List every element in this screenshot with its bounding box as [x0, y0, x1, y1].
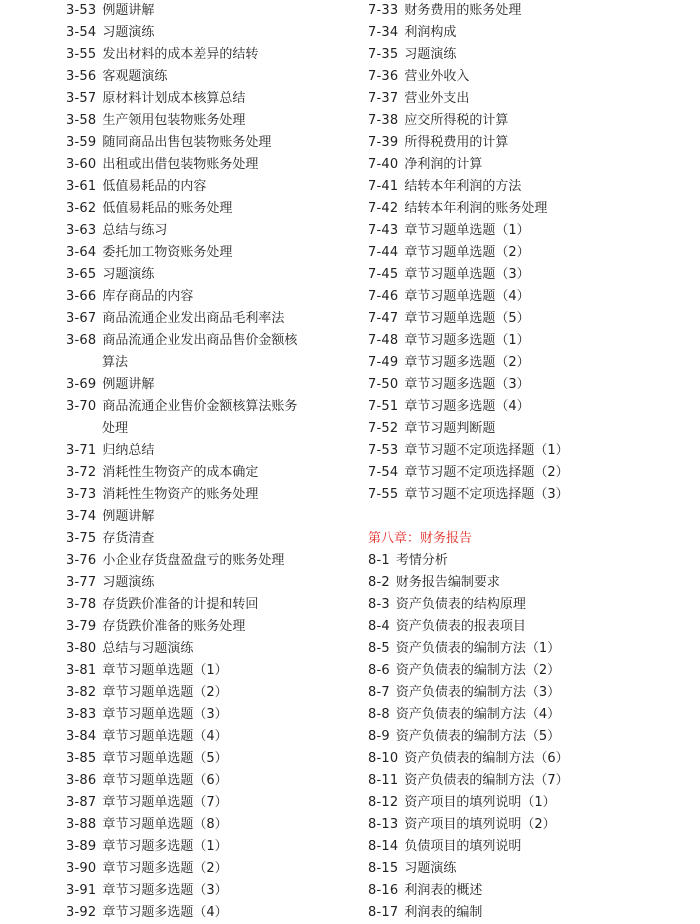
entry-number: 7-47 — [368, 311, 399, 326]
entry-title: 章节习题判断题 — [404, 421, 496, 436]
entry-title: 原材料计划成本核算总结 — [102, 91, 246, 106]
entry-number: 7-53 — [368, 443, 399, 458]
toc-entry — [368, 220, 688, 242]
toc-entry — [66, 22, 356, 44]
entry-title: 净利润的计算 — [404, 157, 483, 172]
entry-number: 8-13 — [368, 817, 399, 832]
chapter-heading: 第八章：财务报告 — [368, 531, 473, 546]
entry-number: 8-16 — [368, 883, 399, 898]
entry-number: 8-15 — [368, 861, 399, 876]
entry-title: 习题演练 — [404, 47, 457, 62]
toc-entry — [368, 594, 688, 616]
entry-title: 章节习题单选题（5） — [102, 751, 228, 766]
entry-title: 存货跌价准备的账务处理 — [102, 619, 246, 634]
toc-entry — [66, 726, 356, 748]
entry-number: 3-77 — [66, 575, 97, 590]
entry-number: 3-73 — [66, 487, 97, 502]
entry-number: 7-46 — [368, 289, 399, 304]
toc-entry — [66, 110, 356, 132]
section-spacer — [368, 506, 688, 528]
entry-title: 章节习题不定项选择题（2） — [404, 465, 569, 480]
entry-number: 7-50 — [368, 377, 399, 392]
toc-entry — [368, 0, 688, 22]
entry-title: 结转本年利润的账务处理 — [404, 201, 548, 216]
entry-number: 7-35 — [368, 47, 399, 62]
toc-entry — [66, 704, 356, 726]
toc-entry — [66, 484, 356, 506]
entry-number: 3-69 — [66, 377, 97, 392]
entry-title: 委托加工物资账务处理 — [102, 245, 233, 260]
toc-entry — [66, 814, 356, 836]
toc-entry — [66, 770, 356, 792]
entry-title: 资产负债表的编制方法（4） — [395, 707, 561, 722]
entry-title: 负债项目的填列说明 — [404, 839, 522, 854]
entry-title: 资产负债表的编制方法（2） — [395, 663, 561, 678]
toc-entry — [66, 374, 356, 396]
entry-number: 7-41 — [368, 179, 399, 194]
entry-number: 3-88 — [66, 817, 97, 832]
entry-number: 3-74 — [66, 509, 97, 524]
entry-title: 章节习题单选题（1） — [404, 223, 530, 238]
right-column — [368, 0, 688, 924]
entry-title: 章节习题多选题（2） — [102, 861, 228, 876]
toc-entry — [368, 176, 688, 198]
toc-entry — [368, 88, 688, 110]
entry-title: 章节习题多选题（3） — [102, 883, 228, 898]
entry-title: 资产负债表的编制方法（6） — [404, 751, 569, 766]
entry-number: 3-60 — [66, 157, 97, 172]
entry-title: 库存商品的内容 — [102, 289, 194, 304]
entry-number: 3-62 — [66, 201, 97, 216]
toc-entry — [66, 902, 356, 924]
entry-number: 3-65 — [66, 267, 97, 282]
entry-title: 章节习题不定项选择题（1） — [404, 443, 569, 458]
entry-number: 8-6 — [368, 663, 390, 678]
entry-title: 章节习题多选题（4） — [404, 399, 530, 414]
toc-entry — [368, 660, 688, 682]
entry-number: 3-84 — [66, 729, 97, 744]
entry-title: 归纳总结 — [102, 443, 155, 458]
toc-entry — [66, 66, 356, 88]
entry-number: 3-92 — [66, 905, 97, 920]
toc-entry — [66, 858, 356, 880]
entry-title: 章节习题单选题（7） — [102, 795, 228, 810]
entry-title: 商品流通企业售价金额核算法账务 — [102, 399, 298, 414]
entry-number: 7-52 — [368, 421, 399, 436]
toc-entry — [66, 506, 356, 528]
entry-number: 8-8 — [368, 707, 390, 722]
entry-number: 3-61 — [66, 179, 97, 194]
entry-number: 8-11 — [368, 773, 399, 788]
entry-title: 存货清查 — [102, 531, 155, 546]
entry-title: 低值易耗品的账务处理 — [102, 201, 233, 216]
toc-entry — [368, 242, 688, 264]
entry-number: 3-75 — [66, 531, 97, 546]
entry-title: 考情分析 — [395, 553, 448, 568]
toc-entry — [66, 0, 356, 22]
toc-entry — [66, 286, 356, 308]
toc-entry — [368, 44, 688, 66]
entry-title: 财务报告编制要求 — [395, 575, 500, 590]
entry-title: 资产负债表的编制方法（1） — [395, 641, 561, 656]
entry-title: 商品流通企业发出商品售价金额核 — [102, 333, 298, 348]
toc-entry — [368, 770, 688, 792]
entry-title: 消耗性生物资产的账务处理 — [102, 487, 259, 502]
toc-entry — [368, 858, 688, 880]
toc-entry — [368, 902, 688, 924]
toc-entry — [66, 880, 356, 902]
entry-number: 3-68 — [66, 333, 97, 348]
toc-entry — [66, 44, 356, 66]
entry-title: 出租或出借包装物账务处理 — [102, 157, 259, 172]
toc-entry — [368, 726, 688, 748]
entry-number: 7-40 — [368, 157, 399, 172]
entry-title: 利润表的编制 — [404, 905, 483, 920]
toc-entry — [368, 748, 688, 770]
toc-entry — [368, 814, 688, 836]
entry-title: 生产领用包装物账务处理 — [102, 113, 246, 128]
toc-entry — [66, 594, 356, 616]
entry-number: 3-55 — [66, 47, 97, 62]
entry-title: 章节习题多选题（4） — [102, 905, 228, 920]
toc-entry — [66, 154, 356, 176]
toc-entry — [368, 154, 688, 176]
entry-title: 章节习题多选题（1） — [102, 839, 228, 854]
entry-title: 资产负债表的编制方法（5） — [395, 729, 561, 744]
entry-title: 小企业存货盘盈盘亏的账务处理 — [102, 553, 285, 568]
entry-title: 所得税费用的计算 — [404, 135, 509, 150]
entry-title: 习题演练 — [404, 861, 457, 876]
toc-entry — [368, 374, 688, 396]
entry-title: 资产负债表的报表项目 — [395, 619, 526, 634]
entry-title: 习题演练 — [102, 25, 155, 40]
entry-number: 8-4 — [368, 619, 390, 634]
entry-title: 消耗性生物资产的成本确定 — [102, 465, 259, 480]
left-column — [66, 0, 356, 924]
entry-title: 随同商品出售包装物账务处理 — [102, 135, 272, 150]
entry-title-continuation: 处理 — [102, 421, 129, 436]
toc-entry — [368, 880, 688, 902]
toc-entry — [368, 286, 688, 308]
entry-number: 7-39 — [368, 135, 399, 150]
entry-title: 习题演练 — [102, 267, 155, 282]
toc-entry — [66, 264, 356, 286]
toc-entry — [66, 88, 356, 110]
entry-number: 3-56 — [66, 69, 97, 84]
entry-title: 例题讲解 — [102, 377, 155, 392]
toc-entry — [368, 462, 688, 484]
entry-number: 3-71 — [66, 443, 97, 458]
entry-number: 7-42 — [368, 201, 399, 216]
entry-title: 章节习题单选题（3） — [102, 707, 228, 722]
toc-entry — [66, 616, 356, 638]
toc-entry — [368, 110, 688, 132]
entry-number: 3-64 — [66, 245, 97, 260]
toc-entry — [368, 484, 688, 506]
entry-title: 低值易耗品的内容 — [102, 179, 207, 194]
entry-number: 3-67 — [66, 311, 97, 326]
entry-number: 7-45 — [368, 267, 399, 282]
entry-number: 7-54 — [368, 465, 399, 480]
entry-number: 3-85 — [66, 751, 97, 766]
entry-number: 7-38 — [368, 113, 399, 128]
entry-title: 章节习题多选题（3） — [404, 377, 530, 392]
toc-entry — [66, 792, 356, 814]
entry-number: 3-58 — [66, 113, 97, 128]
entry-title: 资产负债表的编制方法（3） — [395, 685, 561, 700]
toc-entry — [66, 550, 356, 572]
entry-number: 3-89 — [66, 839, 97, 854]
entry-title: 例题讲解 — [102, 3, 155, 18]
entry-title: 财务费用的账务处理 — [404, 3, 522, 18]
entry-number: 8-7 — [368, 685, 390, 700]
entry-number: 7-37 — [368, 91, 399, 106]
entry-title: 资产负债表的编制方法（7） — [404, 773, 569, 788]
entry-title-continuation: 算法 — [102, 355, 129, 370]
toc-entry — [368, 396, 688, 418]
toc-entry — [368, 836, 688, 858]
entry-number: 3-82 — [66, 685, 97, 700]
toc-entry — [368, 22, 688, 44]
toc-entry — [66, 308, 356, 330]
entry-title: 资产项目的填列说明（1） — [404, 795, 556, 810]
entry-title: 资产项目的填列说明（2） — [404, 817, 556, 832]
toc-entry — [66, 682, 356, 704]
entry-title: 总结与练习 — [102, 223, 168, 238]
entry-title: 章节习题单选题（8） — [102, 817, 228, 832]
entry-title: 章节习题单选题（1） — [102, 663, 228, 678]
entry-title: 章节习题单选题（2） — [102, 685, 228, 700]
toc-entry — [368, 616, 688, 638]
entry-title: 应交所得税的计算 — [404, 113, 509, 128]
toc-entry — [66, 198, 356, 220]
toc-entry — [66, 528, 356, 550]
toc-entry — [368, 330, 688, 352]
entry-number: 3-72 — [66, 465, 97, 480]
entry-number: 3-79 — [66, 619, 97, 634]
toc-entry — [66, 572, 356, 594]
entry-number: 8-3 — [368, 597, 390, 612]
toc-entry — [66, 440, 356, 462]
entry-number: 3-76 — [66, 553, 97, 568]
toc-entry — [66, 220, 356, 242]
entry-number: 7-36 — [368, 69, 399, 84]
entry-number: 8-14 — [368, 839, 399, 854]
toc-entry — [368, 264, 688, 286]
entry-title: 章节习题不定项选择题（3） — [404, 487, 569, 502]
entry-title: 例题讲解 — [102, 509, 155, 524]
entry-number: 7-43 — [368, 223, 399, 238]
entry-number: 3-80 — [66, 641, 97, 656]
entry-title: 利润表的概述 — [404, 883, 483, 898]
entry-number: 8-5 — [368, 641, 390, 656]
toc-entry — [368, 418, 688, 440]
entry-number: 3-57 — [66, 91, 97, 106]
entry-title: 章节习题多选题（2） — [404, 355, 530, 370]
entry-number: 7-48 — [368, 333, 399, 348]
toc-entry — [368, 550, 688, 572]
toc-entry — [66, 836, 356, 858]
entry-number: 3-70 — [66, 399, 97, 414]
toc-entry — [66, 638, 356, 660]
toc-entry — [66, 242, 356, 264]
toc-entry — [368, 132, 688, 154]
entry-title: 营业外收入 — [404, 69, 470, 84]
toc-entry — [66, 176, 356, 198]
toc-entry — [368, 352, 688, 374]
toc-entry — [368, 308, 688, 330]
entry-title: 客观题演练 — [102, 69, 168, 84]
entry-number: 7-44 — [368, 245, 399, 260]
entry-number: 8-9 — [368, 729, 390, 744]
entry-title: 存货跌价准备的计提和转回 — [102, 597, 259, 612]
entry-number: 3-63 — [66, 223, 97, 238]
entry-number: 3-86 — [66, 773, 97, 788]
entry-title: 章节习题单选题（4） — [404, 289, 530, 304]
toc-entry — [368, 440, 688, 462]
entry-number: 8-10 — [368, 751, 399, 766]
toc-entry — [368, 704, 688, 726]
entry-number: 3-53 — [66, 3, 97, 18]
entry-title: 章节习题单选题（2） — [404, 245, 530, 260]
entry-number: 7-51 — [368, 399, 399, 414]
toc-entry — [368, 682, 688, 704]
entry-title: 章节习题单选题（3） — [404, 267, 530, 282]
entry-title: 习题演练 — [102, 575, 155, 590]
entry-title: 章节习题单选题（6） — [102, 773, 228, 788]
entry-number: 8-1 — [368, 553, 390, 568]
entry-title: 发出材料的成本差异的结转 — [102, 47, 259, 62]
entry-number: 8-17 — [368, 905, 399, 920]
entry-number: 3-83 — [66, 707, 97, 722]
entry-number: 3-78 — [66, 597, 97, 612]
entry-title: 资产负债表的结构原理 — [395, 597, 526, 612]
entry-number: 8-2 — [368, 575, 390, 590]
toc-entry — [66, 330, 356, 352]
toc-entry — [66, 660, 356, 682]
toc-entry — [66, 132, 356, 154]
entry-number: 3-54 — [66, 25, 97, 40]
entry-title: 营业外支出 — [404, 91, 470, 106]
entry-number: 3-91 — [66, 883, 97, 898]
toc-entry — [368, 66, 688, 88]
entry-number: 8-12 — [368, 795, 399, 810]
entry-title: 章节习题单选题（5） — [404, 311, 530, 326]
entry-title: 商品流通企业发出商品毛利率法 — [102, 311, 285, 326]
toc-entry — [66, 748, 356, 770]
toc-entry — [66, 462, 356, 484]
entry-title: 章节习题多选题（1） — [404, 333, 530, 348]
entry-number: 7-34 — [368, 25, 399, 40]
toc-entry — [66, 396, 356, 418]
toc-entry — [368, 638, 688, 660]
entry-title: 章节习题单选题（4） — [102, 729, 228, 744]
entry-title: 利润构成 — [404, 25, 457, 40]
toc-entry — [368, 792, 688, 814]
toc-entry — [368, 198, 688, 220]
toc-entry — [368, 572, 688, 594]
entry-number: 7-49 — [368, 355, 399, 370]
entry-number: 7-55 — [368, 487, 399, 502]
entry-title: 结转本年利润的方法 — [404, 179, 522, 194]
entry-title: 总结与习题演练 — [102, 641, 194, 656]
entry-number: 3-81 — [66, 663, 97, 678]
entry-number: 7-33 — [368, 3, 399, 18]
entry-number: 3-87 — [66, 795, 97, 810]
entry-number: 3-66 — [66, 289, 97, 304]
entry-number: 3-90 — [66, 861, 97, 876]
entry-number: 3-59 — [66, 135, 97, 150]
